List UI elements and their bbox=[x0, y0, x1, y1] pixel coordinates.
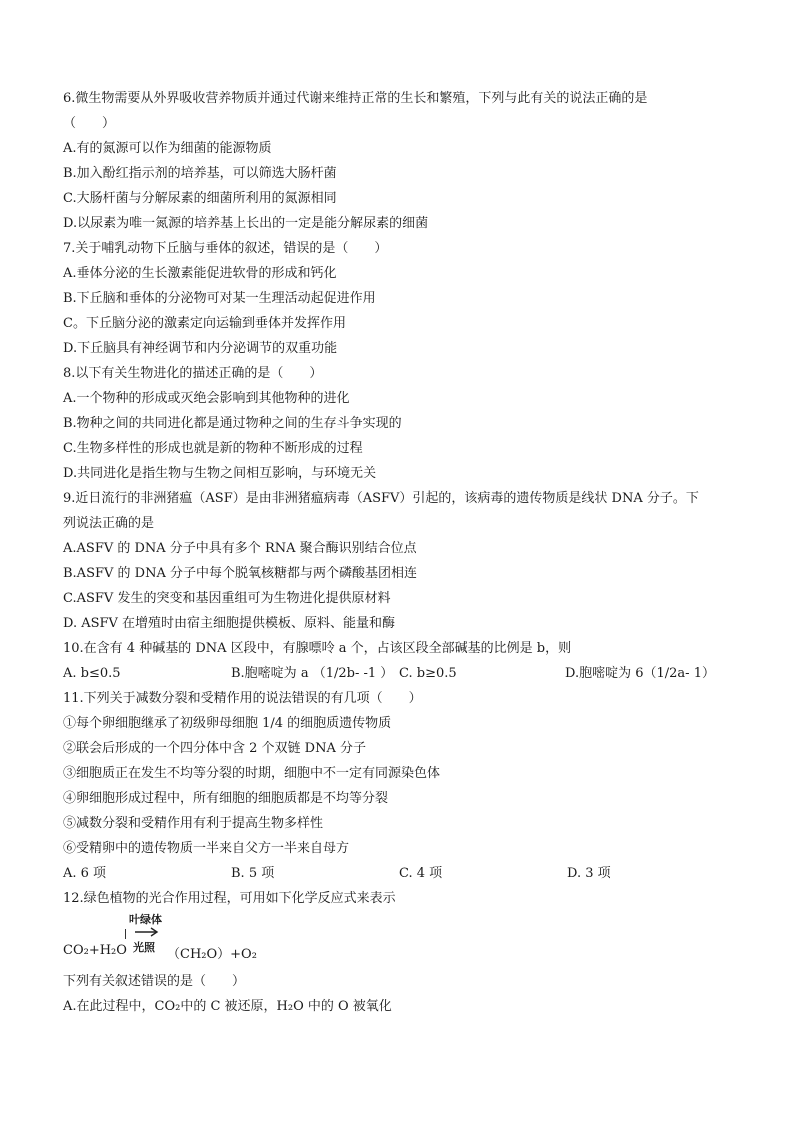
exam-page bbox=[63, 86, 733, 1019]
q7-stem: 7.关于哺乳动物下丘脑与垂体的叙述，错误的是（ ） bbox=[63, 241, 388, 256]
q7-option-c: C。下丘脑分泌的激素定向运输到垂体并发挥作用 bbox=[63, 316, 346, 331]
q7-option-d: D.下丘脑具有神经调节和内分泌调节的双重功能 bbox=[63, 341, 338, 356]
q6-paren: （ ） bbox=[63, 116, 116, 131]
q8-option-d: D.共同进化是指生物与生物之间相互影响，与环境无关 bbox=[63, 466, 377, 481]
equation-condition-light: 光照 bbox=[133, 941, 155, 954]
q11-option-d: D. 3 项 bbox=[567, 866, 611, 881]
equation-reactants: CO₂+H₂O bbox=[63, 943, 127, 958]
q11-options bbox=[63, 861, 733, 886]
q11-item-4: ④卵细胞形成过程中，所有细胞的细胞质都是不均等分裂 bbox=[63, 791, 389, 806]
q6-option-c: C.大肠杆菌与分解尿素的细菌所利用的氮源相同 bbox=[63, 191, 337, 206]
q9-option-a: A.ASFV 的 DNA 分子中具有多个 RNA 聚合酶识别结合位点 bbox=[63, 541, 417, 556]
q10-option-d: D.胞嘧啶为 6（1/2a- 1） bbox=[565, 666, 715, 681]
q12-option-a: A.在此过程中，CO₂中的 C 被还原，H₂O 中的 O 被氧化 bbox=[63, 999, 392, 1014]
q9-option-c: C.ASFV 发生的突变和基因重组可为生物进化提供原材料 bbox=[63, 591, 391, 606]
q11-option-a: A. 6 项 bbox=[63, 866, 107, 881]
q8-option-b: B.物种之间的共同进化都是通过物种之间的生存斗争实现的 bbox=[63, 416, 402, 431]
q11-item-6: ⑥受精卵中的遗传物质一半来自父方一半来自母方 bbox=[63, 841, 350, 856]
equation-products: （CH₂O）+O₂ bbox=[167, 947, 257, 962]
q9-option-b: B.ASFV 的 DNA 分子中每个脱氧核糖都与两个磷酸基团相连 bbox=[63, 566, 417, 581]
q10-option-a: A. b≤0.5 bbox=[63, 666, 121, 681]
reaction-arrow-icon bbox=[135, 927, 159, 937]
q8-option-a: A.一个物种的形成或灭绝会影响到其他物种的进化 bbox=[63, 391, 350, 406]
q6-stem: 6.微生物需要从外界吸收营养物质并通过代谢来维持正常的生长和繁殖，下列与此有关的说法正确的是 bbox=[63, 91, 648, 106]
q10-option-c: C. b≥0.5 bbox=[399, 666, 457, 681]
q11-item-3: ③细胞质正在发生不均等分裂的时期，细胞中不一定有同源染色体 bbox=[63, 766, 441, 781]
q11-stem: 11.下列关于减数分裂和受精作用的说法错误的有几项（ ） bbox=[63, 691, 422, 706]
q12-prompt: 下列有关叙述错误的是（ ） bbox=[63, 974, 246, 989]
q11-option-b: B. 5 项 bbox=[231, 866, 275, 881]
q7-option-a: A.垂体分泌的生长激素能促进软骨的形成和钙化 bbox=[63, 266, 337, 281]
q8-option-c: C.生物多样性的形成也就是新的物种不断形成的过程 bbox=[63, 441, 363, 456]
q9-stem-line1: 9.近日流行的非洲猪瘟（ASF）是由非洲猪瘟病毒（ASFV）引起的，该病毒的遗传物质是线状 DNA 分子。下 bbox=[63, 491, 699, 506]
q9-option-d: D. ASFV 在增殖时由宿主细胞提供模板、原料、能量和酶 bbox=[63, 616, 396, 631]
q8-stem: 8.以下有关生物进化的描述正确的是（ ） bbox=[63, 366, 323, 381]
equation-tick-mark bbox=[125, 929, 126, 939]
q6-option-a: A.有的氮源可以作为细菌的能源物质 bbox=[63, 141, 272, 156]
q11-item-1: ①每个卵细胞继承了初级卵母细胞 1/4 的细胞质遗传物质 bbox=[63, 716, 392, 731]
q10-stem: 10.在含有 4 种碱基的 DNA 区段中，有腺嘌呤 a 个，占该区段全部碱基的比例是 b，则 bbox=[63, 641, 572, 656]
q11-item-2: ②联会后形成的一个四分体中含 2 个双链 DNA 分子 bbox=[63, 741, 366, 756]
q6-option-b: B.加入酚红指示剂的培养基，可以筛选大肠杆菌 bbox=[63, 166, 337, 181]
q9-stem-line2: 列说法正确的是 bbox=[63, 516, 155, 531]
q10-option-b: B.胞嘧啶为 a （1/2b- -1 ） bbox=[231, 666, 394, 681]
equation-condition-chloroplast: 叶绿体 bbox=[129, 913, 162, 926]
q7-option-b: B.下丘脑和垂体的分泌物可对某一生理活动起促进作用 bbox=[63, 291, 376, 306]
q12-stem: 12.绿色植物的光合作用过程，可用如下化学反应式来表示 bbox=[63, 891, 396, 906]
q11-option-c: C. 4 项 bbox=[399, 866, 443, 881]
photosynthesis-equation bbox=[63, 911, 733, 969]
q10-options bbox=[63, 661, 733, 686]
q11-item-5: ⑤减数分裂和受精作用有利于提高生物多样性 bbox=[63, 816, 324, 831]
q6-option-d: D.以尿素为唯一氮源的培养基上长出的一定是能分解尿素的细菌 bbox=[63, 216, 429, 231]
